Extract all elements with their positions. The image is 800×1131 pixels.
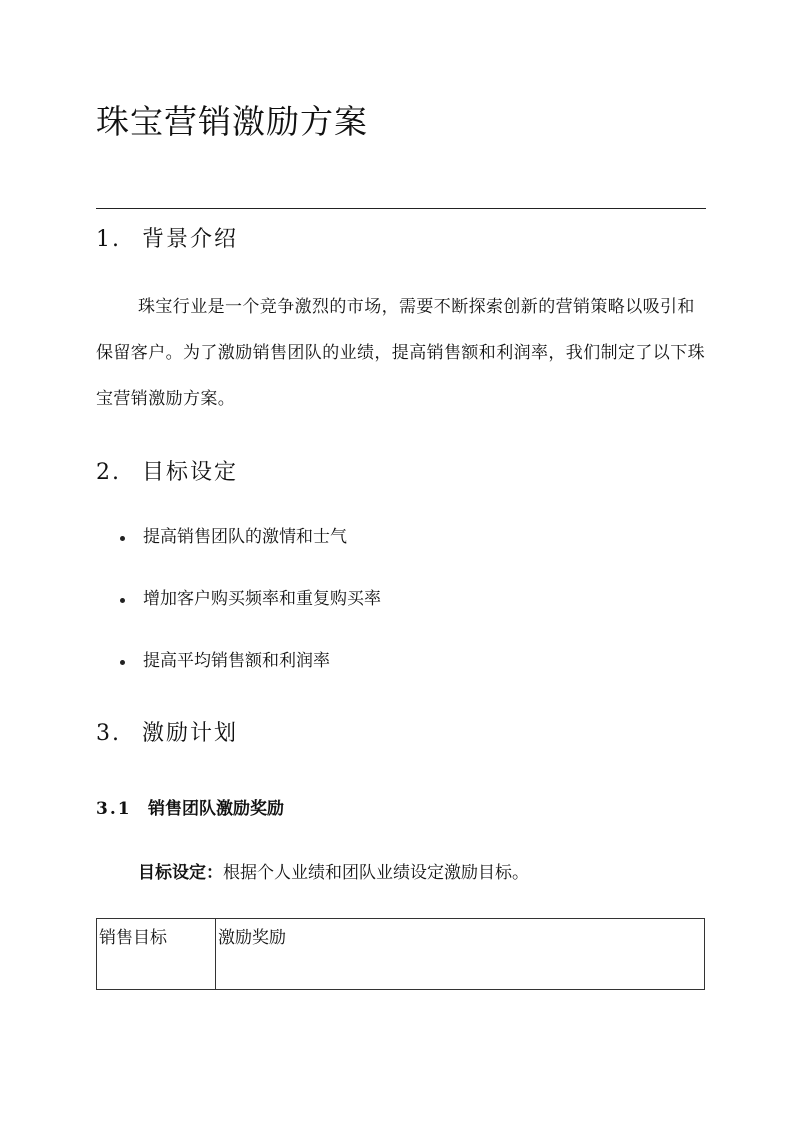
bullet-icon — [120, 660, 125, 665]
section-heading-incentive-plan — [96, 716, 238, 747]
subsection-title: 销售团队激励奖励 — [148, 799, 284, 819]
bullet-icon — [120, 536, 125, 541]
subsection-heading — [96, 794, 284, 819]
section-number: 3. — [96, 721, 121, 746]
section-title: 目标设定 — [142, 460, 239, 485]
background-paragraph: 珠宝行业是一个竞争激烈的市场，需要不断探索创新的营销策略以吸引和保留客户。为了激励销售团队的业绩，提高销售额和利润率，我们制定了以下珠宝营销激励方案。 — [96, 297, 705, 409]
document-title: 珠宝营销激励方案 — [96, 102, 368, 141]
section-title: 背景介绍 — [142, 227, 239, 252]
section-heading-goals — [96, 455, 238, 486]
goal-text: 提高平均销售额和利润率 — [143, 651, 330, 671]
list-item — [96, 522, 381, 584]
table-row — [97, 919, 705, 990]
bullet-icon — [120, 598, 125, 603]
list-item — [96, 584, 381, 646]
title-divider — [96, 208, 706, 209]
goal-setting-label: 目标设定： — [138, 863, 223, 883]
goals-list — [96, 522, 381, 708]
list-item — [96, 646, 381, 708]
section-number: 1. — [96, 227, 121, 252]
table-header-sales-target: 销售目标 — [97, 919, 216, 990]
goal-setting-line — [138, 858, 529, 883]
goal-text: 增加客户购买频率和重复购买率 — [143, 589, 381, 609]
section-title: 激励计划 — [142, 721, 239, 746]
section-number: 2. — [96, 460, 121, 485]
incentive-table — [96, 918, 705, 990]
goal-setting-text: 根据个人业绩和团队业绩设定激励目标。 — [223, 863, 529, 883]
goal-text: 提高销售团队的激情和士气 — [143, 527, 347, 547]
section-heading-background — [96, 222, 238, 253]
table-header-incentive-reward: 激励奖励 — [216, 919, 705, 990]
subsection-number: 3.1 — [96, 799, 132, 819]
